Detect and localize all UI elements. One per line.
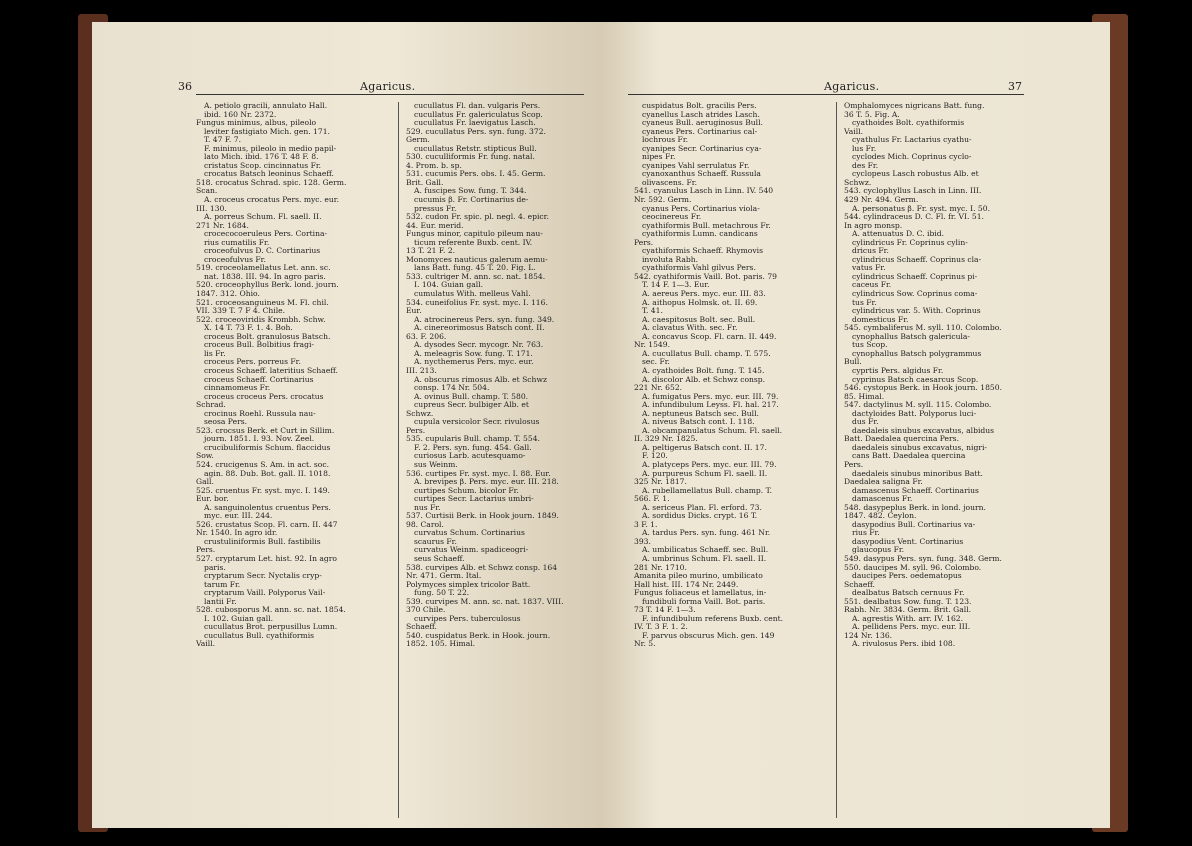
entry-line: cyathiformis Vahl gilvus Pers. xyxy=(642,264,756,273)
entry-line: leviter fastigiato Mich. gen. 171. xyxy=(204,127,330,136)
entry-line: croceus croceus Pers. crocatus xyxy=(204,392,324,401)
entry-line: cyanus Pers. Cortinarius viola- xyxy=(642,204,760,213)
entry-line: lantii Fr. xyxy=(204,597,237,606)
entry-line: A. ovinus Bull. champ. T. 580. xyxy=(414,392,529,401)
entry-line: cristatus Scop. cincinnatus Fr. xyxy=(204,161,322,170)
entry-line: croceus Pers. porreus Fr. xyxy=(204,358,301,367)
entry-line: Scan. xyxy=(196,187,218,196)
entry-line: 535. cupularis Bull. champ. T. 554. xyxy=(406,435,540,444)
entry-line: A. croceus crocatus Pers. myc. eur. xyxy=(204,196,339,205)
entry-line: 36 T. 5. Fig. A. xyxy=(844,110,900,119)
entry-line: tarum Fr. xyxy=(204,580,241,589)
entry-line: daedaleis sinubus minoribus Batt. xyxy=(852,469,983,478)
entry-line: cyathulus Fr. Lactarius cyathu- xyxy=(852,136,972,145)
entry-line: T. 41. xyxy=(642,307,663,316)
entry-line: A. dysodes Secr. mycogr. Nr. 763. xyxy=(414,341,544,350)
entry-line: 3 F. 1. xyxy=(634,520,658,529)
entry-line: 545. cymbaliferus M. syll. 110. Colombo. xyxy=(844,324,1002,333)
entry-line: sec. Fr. xyxy=(642,358,670,367)
entry-line: Monomyces nauticus galerum aemu- xyxy=(406,255,548,264)
entry-line: Fungus minimus, albus, pileolo xyxy=(196,119,317,128)
entry-line: vatus Fr. xyxy=(852,264,886,273)
entry-line: cucullatus Fr. laevigatus Lasch. xyxy=(414,119,536,128)
entry-line: 1852. 105. Himal. xyxy=(406,640,476,649)
entry-line: A. sordidus Dicks. crypt. 16 T. xyxy=(642,512,758,521)
entry-line: Nr. 1540. In agro idr. xyxy=(196,529,278,538)
entry-line: glaucopus Fr. xyxy=(852,546,905,555)
entry-line: 527. cryptarum Let. hist. 92. In agro xyxy=(196,554,337,563)
entry-line: Pers. xyxy=(844,460,864,469)
entry-line: tus Scop. xyxy=(852,341,888,350)
entry-line: A. sanguinolentus cruentus Pers. xyxy=(204,503,331,512)
entry-line: daedaleis sinubus excavatus, nigri- xyxy=(852,443,987,452)
entry-line: 551. dealbatus Sow. fung. T. 123. xyxy=(844,597,972,606)
entry-line: Polymyces simplex tricolor Batt. xyxy=(406,580,531,589)
entry-line: seus Schaeff. xyxy=(414,554,465,563)
right-header-rule xyxy=(628,94,1024,95)
entry-line: Schrad. xyxy=(196,401,226,410)
entry-line: nus Fr. xyxy=(414,503,441,512)
entry-line: ibid. 160 Nr. 2372. xyxy=(204,110,277,119)
entry-line: rius cumatilis Fr. xyxy=(204,238,270,247)
entry-line: fung. 50 T. 22. xyxy=(414,589,470,598)
entry-line: cucullatus Retstr. stipticus Bull. xyxy=(414,144,537,153)
entry-line: A. agrestis With. arr. IV. 162. xyxy=(852,614,964,623)
entry-line: A. attenuatus D. C. ibid. xyxy=(852,230,945,239)
entry-line: ceocinereus Fr. xyxy=(642,213,702,222)
entry-line: 549. dasypus Pers. syn. fung. 348. Germ. xyxy=(844,554,1002,563)
entry-line: fundibuli forma Vaill. Bot. paris. xyxy=(642,597,766,606)
entry-line: lus Fr. xyxy=(852,144,877,153)
entry-line: nat. 1838. III. 94. In agro paris. xyxy=(204,272,326,281)
entry-line: 393. xyxy=(634,537,651,546)
entry-line: 519. croceolamellatus Let. ann. sc. xyxy=(196,264,331,273)
entry-line: A. obscurus rimosus Alb. et Schwz xyxy=(414,375,547,384)
entry-line: Daedalea saligna Fr. xyxy=(844,478,923,487)
entry-line: Brit. Gall. xyxy=(406,178,444,187)
entry-line: Vaill. xyxy=(844,127,864,136)
entry-line: cyaneus Bull. aeruginosus Bull. xyxy=(642,119,763,128)
entry-line: A. cucullatus Bull. champ. T. 575. xyxy=(642,349,771,358)
left-page-column-1 xyxy=(196,102,392,649)
entry-line: A. cinereorimosus Batsch cont. II. xyxy=(414,324,545,333)
entry-line: cryptarum Secr. Nyctalis cryp- xyxy=(204,572,322,581)
entry-line: cupula versicolor Secr. rivulosus xyxy=(414,418,540,427)
entry-line: crustuliniformis Bull. fastibilis xyxy=(204,537,321,546)
entry-line: 550. daucipes M. syll. 96. Colombo. xyxy=(844,563,982,572)
right-page xyxy=(598,22,1110,828)
entry-line: 546. cystopus Berk. in Hook journ. 1850. xyxy=(844,384,1003,393)
entry-line: des Fr. xyxy=(852,161,879,170)
entry-line: A. tardus Pers. syn. fung. 461 Nr. xyxy=(642,529,771,538)
entry-line: Fungus minor, capitulo pileum nau- xyxy=(406,230,543,239)
entry-line: A. brevipes β. Pers. myc. eur. III. 218. xyxy=(414,478,559,487)
entry-line: dealbatus Batsch cernuus Fr. xyxy=(852,589,965,598)
entry-line: Pers. xyxy=(196,546,216,555)
entry-line: Schaeff. xyxy=(406,623,437,632)
right-page-column-1 xyxy=(634,102,826,649)
entry-line: involuta Rabh. xyxy=(642,255,699,264)
entry-line: Eur. bor. xyxy=(196,495,229,504)
entry-line: cylindricus var. 5. With. Coprinus xyxy=(852,307,981,316)
entry-line: A. sericeus Plan. Fl. erford. 73. xyxy=(642,503,762,512)
entry-line: 532. cudon Fr. spic. pl. negl. 4. epicr. xyxy=(406,213,549,222)
entry-line: dasypodius Vent. Cortinarius xyxy=(852,537,964,546)
entry-line: 543. cyclophyllus Lasch in Linn. III. xyxy=(844,187,982,196)
entry-line: In agro monsp. xyxy=(844,221,903,230)
entry-line: cynophallus Batsch galericula- xyxy=(852,332,970,341)
entry-line: cylindricus Fr. Coprinus cylin- xyxy=(852,238,968,247)
entry-line: Schwz. xyxy=(844,178,872,187)
left-page-number: 36 xyxy=(178,80,192,93)
entry-line: Eur. xyxy=(406,307,422,316)
entry-line: A. clavatus With. sec. Fr. xyxy=(642,324,738,333)
entry-line: A. atrocinereus Pers. syn. fung. 349. xyxy=(414,315,555,324)
entry-line: sus Weinm. xyxy=(414,460,458,469)
entry-line: Rabh. Nr. 3834. Germ. Brit. Gall. xyxy=(844,606,972,615)
entry-line: crocatus Batsch leoninus Schaeff. xyxy=(204,170,334,179)
entry-line: A. porreus Schum. Fl. saell. II. xyxy=(204,213,322,222)
entry-line: damascenus Fr. xyxy=(852,495,913,504)
left-column-divider xyxy=(398,102,399,818)
entry-line: myc. eur. III. 244. xyxy=(204,512,273,521)
entry-line: A. obcampanulatus Schum. Fl. saell. xyxy=(642,426,783,435)
entry-line: 538. curvipes Alb. et Schwz consp. 164 xyxy=(406,563,558,572)
entry-line: cucullatus Bull. cyathiformis xyxy=(204,631,315,640)
entry-line: agin. 88. Dub. Bot. gall. II. 1018. xyxy=(204,469,331,478)
entry-line: 13 T. 21 F. 2. xyxy=(406,247,456,256)
entry-line: 124 Nr. 136. xyxy=(844,631,893,640)
entry-line: crocinus Roehl. Russula nau- xyxy=(204,409,316,418)
entry-line: A. meleagris Sow. fung. T. 171. xyxy=(414,349,533,358)
entry-line: 526. crustatus Scop. Fl. carn. II. 447 xyxy=(196,520,338,529)
entry-line: journ. 1851. I. 93. Nov. Zeel. xyxy=(204,435,315,444)
entry-line: tus Fr. xyxy=(852,298,877,307)
entry-line: scaurus Fr. xyxy=(414,537,457,546)
entry-line: A. cyathoides Bolt. fung. T. 145. xyxy=(642,366,765,375)
entry-line: 325 Nr. 1817. xyxy=(634,478,687,487)
entry-line: A. discolor Alb. et Schwz consp. xyxy=(642,375,766,384)
entry-line: cylindricus Schaeff. Coprinus pi- xyxy=(852,272,978,281)
entry-line: F. infundibulum referens Buxb. cent. xyxy=(642,614,784,623)
entry-line: croceus Schaeff. lateritius Schaeff. xyxy=(204,366,338,375)
entry-line: Gall. xyxy=(196,478,214,487)
entry-line: cyaneus Pers. Cortinarius cal- xyxy=(642,127,758,136)
entry-line: ticum referente Buxb. cent. IV. xyxy=(414,238,533,247)
entry-line: Schaeff. xyxy=(844,580,875,589)
entry-line: Nr. 592. Germ. xyxy=(634,196,692,205)
entry-line: cyanipes Vahl serrulatus Fr. xyxy=(642,161,750,170)
entry-line: daedaleis sinubus excavatus, albidus xyxy=(852,426,995,435)
entry-line: cuspidatus Bolt. gracilis Pers. xyxy=(642,102,757,110)
entry-line: A. umbrinus Schum. Fl. saell. II. xyxy=(642,554,767,563)
entry-line: cyathiformis Bull. metachrous Fr. xyxy=(642,221,771,230)
entry-line: curvatus Schum. Cortinarius xyxy=(414,529,525,538)
entry-line: A. rivulosus Pers. ibid 108. xyxy=(852,640,956,649)
entry-line: X. 14 T. 73 F. 1. 4. Boh. xyxy=(204,324,293,333)
entry-line: curtipes Secr. Lactarius umbri- xyxy=(414,495,534,504)
entry-line: A. pellidens Pers. myc. eur. III. xyxy=(852,623,971,632)
entry-line: caceus Fr. xyxy=(852,281,892,290)
entry-line: A. niveus Batsch cont. I. 118. xyxy=(642,418,755,427)
entry-line: lans Batt. fung. 45 T. 20. Fig. L. xyxy=(414,264,536,273)
entry-line: 530. cuculliformis Fr. fung. natal. xyxy=(406,153,535,162)
entry-line: cinnamomeus Fr. xyxy=(204,384,271,393)
entry-line: crocecocoeruleus Pers. Cortina- xyxy=(204,230,328,239)
entry-line: cucullatus Fr. galericulatus Scop. xyxy=(414,110,543,119)
entry-line: 520. croceophyllus Berk. lond. journ. xyxy=(196,281,339,290)
entry-line: A. rubellamellatus Bull. champ. T. xyxy=(642,486,772,495)
entry-line: cumulatus With. melleus Vahl. xyxy=(414,290,531,299)
entry-line: A. aithopus Holmsk. ot. II. 69. xyxy=(642,298,758,307)
entry-line: curiosus Larb. acutesquamo- xyxy=(414,452,526,461)
entry-line: cucumis β. Fr. Cortinarius de- xyxy=(414,196,529,205)
entry-line: 429 Nr. 494. Germ. xyxy=(844,196,919,205)
entry-line: 85. Himal. xyxy=(844,392,885,401)
entry-line: 221 Nr. 652. xyxy=(634,384,683,393)
entry-line: dasypodius Bull. Cortinarius va- xyxy=(852,520,976,529)
entry-line: 4. Prom. b. sp. xyxy=(406,161,462,170)
entry-line: cucullatus Fl. dan. vulgaris Pers. xyxy=(414,102,541,110)
entry-line: Germ. xyxy=(406,136,430,145)
entry-line: 98. Carol. xyxy=(406,520,444,529)
entry-line: olivascens. Fr. xyxy=(642,178,697,187)
left-header-rule xyxy=(196,94,584,95)
entry-line: cyanellus Lasch atrides Lasch. xyxy=(642,110,760,119)
entry-line: paris. xyxy=(204,563,226,572)
entry-line: dactyloides Batt. Polyporus luci- xyxy=(852,409,977,418)
entry-line: pressus Fr. xyxy=(414,204,457,213)
entry-line: dus Fr. xyxy=(852,418,879,427)
entry-line: lochrous Fr. xyxy=(642,136,689,145)
entry-line: 540. cuspidatus Berk. in Hook. journ. xyxy=(406,631,551,640)
entry-line: 528. cubosporus M. ann. sc. nat. 1854. xyxy=(196,606,346,615)
entry-line: Nr. 471. Germ. Ital. xyxy=(406,572,482,581)
entry-line: 547. dactylinus M. syll. 115. Colombo. xyxy=(844,401,992,410)
entry-line: 521. croceosanguineus M. Fl. chil. xyxy=(196,298,329,307)
entry-line: I. 104. Guian gall. xyxy=(414,281,484,290)
entry-line: curvipes Pers. tuberculosus xyxy=(414,614,521,623)
entry-line: daucipes Pers. oedematopus xyxy=(852,572,962,581)
entry-line: Pers. xyxy=(406,426,426,435)
entry-line: consp. 174 Nr. 504. xyxy=(414,384,490,393)
entry-line: A. nycthemerus Pers. myc. eur. xyxy=(414,358,534,367)
entry-line: A. aereus Pers. myc. eur. III. 83. xyxy=(642,290,766,299)
entry-line: 529. cucullatus Pers. syn. fung. 372. xyxy=(406,127,546,136)
entry-line: 548. dasypeplus Berk. in lond. journ. xyxy=(844,503,986,512)
entry-line: 541. cyanulus Lasch in Linn. IV. 540 xyxy=(634,187,774,196)
entry-line: Batt. Daedalea quercina Pers. xyxy=(844,435,959,444)
entry-line: T. 14 F. 1—3. Eur. xyxy=(642,281,710,290)
entry-line: cylindricus Schaeff. Coprinus cla- xyxy=(852,255,982,264)
entry-line: A. petiolo gracili, annulato Hall. xyxy=(204,102,328,110)
entry-line: Pers. xyxy=(634,238,654,247)
entry-line: A. peltigerus Batsch cont. II. 17. xyxy=(642,443,767,452)
entry-line: croceofulvus D. C. Cortinarius xyxy=(204,247,321,256)
entry-line: cyanipes Secr. Cortinarius cya- xyxy=(642,144,762,153)
entry-line: 522. croceoviridis Krombh. Schw. xyxy=(196,315,326,324)
entry-line: A. purpureus Schum Fl. saell. II. xyxy=(642,469,768,478)
entry-line: A. infundibulum Leyss. Fl. hal. 217. xyxy=(642,401,779,410)
entry-line: 271 Nr. 1684. xyxy=(196,221,249,230)
entry-line: cyclodes Mich. Coprinus cyclo- xyxy=(852,153,972,162)
entry-line: rius Fr. xyxy=(852,529,880,538)
entry-line: 542. cyathiformis Vaill. Bot. paris. 79 xyxy=(634,272,778,281)
entry-line: cyathiformis Schaeff. Rhymovis xyxy=(642,247,763,256)
right-column-divider xyxy=(836,102,837,818)
entry-line: 539. curvipes M. ann. sc. nat. 1837. VIII. xyxy=(406,597,564,606)
left-running-title: Agaricus. xyxy=(360,80,416,93)
entry-line: 524. crucigenus S. Am. in act. soc. xyxy=(196,460,330,469)
entry-line: A. neptuneus Batsch sec. Bull. xyxy=(642,409,759,418)
left-page xyxy=(92,22,598,828)
entry-line: Bull. xyxy=(844,358,862,367)
entry-line: 525. cruentus Fr. syst. myc. I. 149. xyxy=(196,486,330,495)
entry-line: Sow. xyxy=(196,452,214,461)
entry-line: 44. Eur. merid. xyxy=(406,221,464,230)
entry-line: 73 T. 14 F. 1—3. xyxy=(634,606,696,615)
entry-line: curtipes Schum. bicolor Fr. xyxy=(414,486,519,495)
left-page-column-2 xyxy=(406,102,592,649)
right-running-title: Agaricus. xyxy=(824,80,880,93)
entry-line: 534. cuneifolius Fr. syst. myc. I. 116. xyxy=(406,298,548,307)
entry-line: Nr. 1549. xyxy=(634,341,671,350)
entry-line: A. platyceps Pers. myc. eur. III. 79. xyxy=(642,460,777,469)
entry-line: Vaill. xyxy=(196,640,216,649)
entry-line: Schwz. xyxy=(406,409,434,418)
entry-line: cyclopeus Lasch robustus Alb. et xyxy=(852,170,979,179)
entry-line: F. 120. xyxy=(642,452,668,461)
entry-line: Fungus foliaceus et lamellatus, in- xyxy=(634,589,767,598)
entry-line: domesticus Fr. xyxy=(852,315,909,324)
entry-line: cynophallus Batsch polygrammus xyxy=(852,349,982,358)
entry-line: I. 102. Guian gall. xyxy=(204,614,274,623)
entry-line: cyanoxanthus Schaeff. Russula xyxy=(642,170,761,179)
entry-line: crucibuliformis Schum. flaccidus xyxy=(204,443,331,452)
entry-line: F. parvus obscurus Mich. gen. 149 xyxy=(642,631,775,640)
entry-line: cyathoides Bolt. cyathiformis xyxy=(852,119,965,128)
entry-line: curvatus Weinm. spadiceogri- xyxy=(414,546,529,555)
entry-line: F. minimus, pileolo in medio papil- xyxy=(204,144,337,153)
entry-line: 544. cylindraceus D. C. Fl. fr. VI. 51. xyxy=(844,213,984,222)
entry-line: cyprtis Pers. algidus Fr. xyxy=(852,366,944,375)
entry-line: 523. crocsus Berk. et Curt in Sillim. xyxy=(196,426,335,435)
entry-line: cucullatus Brot. perpusillus Lumn. xyxy=(204,623,338,632)
entry-line: 370 Chile. xyxy=(406,606,446,615)
right-page-number: 37 xyxy=(1008,80,1022,93)
entry-line: A. personatus β. Fr. syst. myc. I. 50. xyxy=(852,204,990,213)
entry-line: 518. crocatus Schrad. spic. 128. Germ. xyxy=(196,178,347,187)
entry-line: Omphalomyces nigricans Batt. fung. xyxy=(844,102,985,110)
entry-line: F. 2. Pers. syn. fung. 454. Gall. xyxy=(414,443,532,452)
entry-line: A. concavus Scop. Fl. carn. II. 449. xyxy=(642,332,777,341)
entry-line: II. 329 Nr. 1825. xyxy=(634,435,698,444)
entry-line: croceofulvus Fr. xyxy=(204,255,266,264)
entry-line: cyprinus Batsch caesarcus Scop. xyxy=(852,375,979,384)
entry-line: lis Fr. xyxy=(204,349,226,358)
entry-line: Hall hist. III. 174 Nr. 2449. xyxy=(634,580,739,589)
entry-line: nipes Fr. xyxy=(642,153,676,162)
entry-line: A. umbilicatus Schaeff. sec. Bull. xyxy=(642,546,769,555)
entry-line: 536. curtipes Fr. syst. myc. I. 88. Eur. xyxy=(406,469,551,478)
entry-line: cylindricus Sow. Coprinus coma- xyxy=(852,290,978,299)
entry-line: Amanita pileo murino, umbilicato xyxy=(634,572,763,581)
entry-line: croceus Bull. Bolbitius fragi- xyxy=(204,341,314,350)
entry-line: 531. cucumis Pers. obs. I. 45. Germ. xyxy=(406,170,546,179)
entry-line: T. 47 F. 7. xyxy=(204,136,242,145)
entry-line: 63. F. 206. xyxy=(406,332,447,341)
entry-line: A. caespitosus Bolt. sec. Bull. xyxy=(642,315,756,324)
entry-line: VII. 339 T. 7 F 4. Chile. xyxy=(196,307,286,316)
entry-line: 1847. 312. Ohio. xyxy=(196,290,260,299)
entry-line: III. 130. xyxy=(196,204,227,213)
entry-line: 537. Curtisii Berk. in Hook journ. 1849. xyxy=(406,512,559,521)
entry-line: cans Batt. Daedalea quercina xyxy=(852,452,966,461)
entry-line: seosa Pers. xyxy=(204,418,248,427)
entry-line: cryptarum Vaill. Polyporus Vail- xyxy=(204,589,326,598)
entry-line: III. 213. xyxy=(406,366,437,375)
entry-line: damascenus Schaeff. Cortinarius xyxy=(852,486,979,495)
entry-line: Nr. 5. xyxy=(634,640,656,649)
right-page-column-2 xyxy=(844,102,1034,649)
entry-line: dricus Fr. xyxy=(852,247,889,256)
entry-line: 1847. 482. Ceylon. xyxy=(844,512,917,521)
entry-line: cupreus Secr. bulbiger Alb. et xyxy=(414,401,529,410)
entry-line: A. fuscipes Sow. fung. T. 344. xyxy=(414,187,527,196)
entry-line: lato Mich. ibid. 176 T. 48 F. 8. xyxy=(204,153,319,162)
entry-line: 533. cultriger M. ann. sc. nat. 1854. xyxy=(406,272,546,281)
entry-line: 566. F. 1. xyxy=(634,495,670,504)
entry-line: cyathiformis Lumn. candicans xyxy=(642,230,758,239)
entry-line: 281 Nr. 1710. xyxy=(634,563,687,572)
entry-line: croceus Bolt. granulosus Batsch. xyxy=(204,332,331,341)
entry-line: croceus Schaeff. Cortinarius xyxy=(204,375,314,384)
entry-line: A. fumigatus Pers. myc. eur. III. 79. xyxy=(642,392,779,401)
entry-line: IV. T. 3 F. 1. 2. xyxy=(634,623,688,632)
